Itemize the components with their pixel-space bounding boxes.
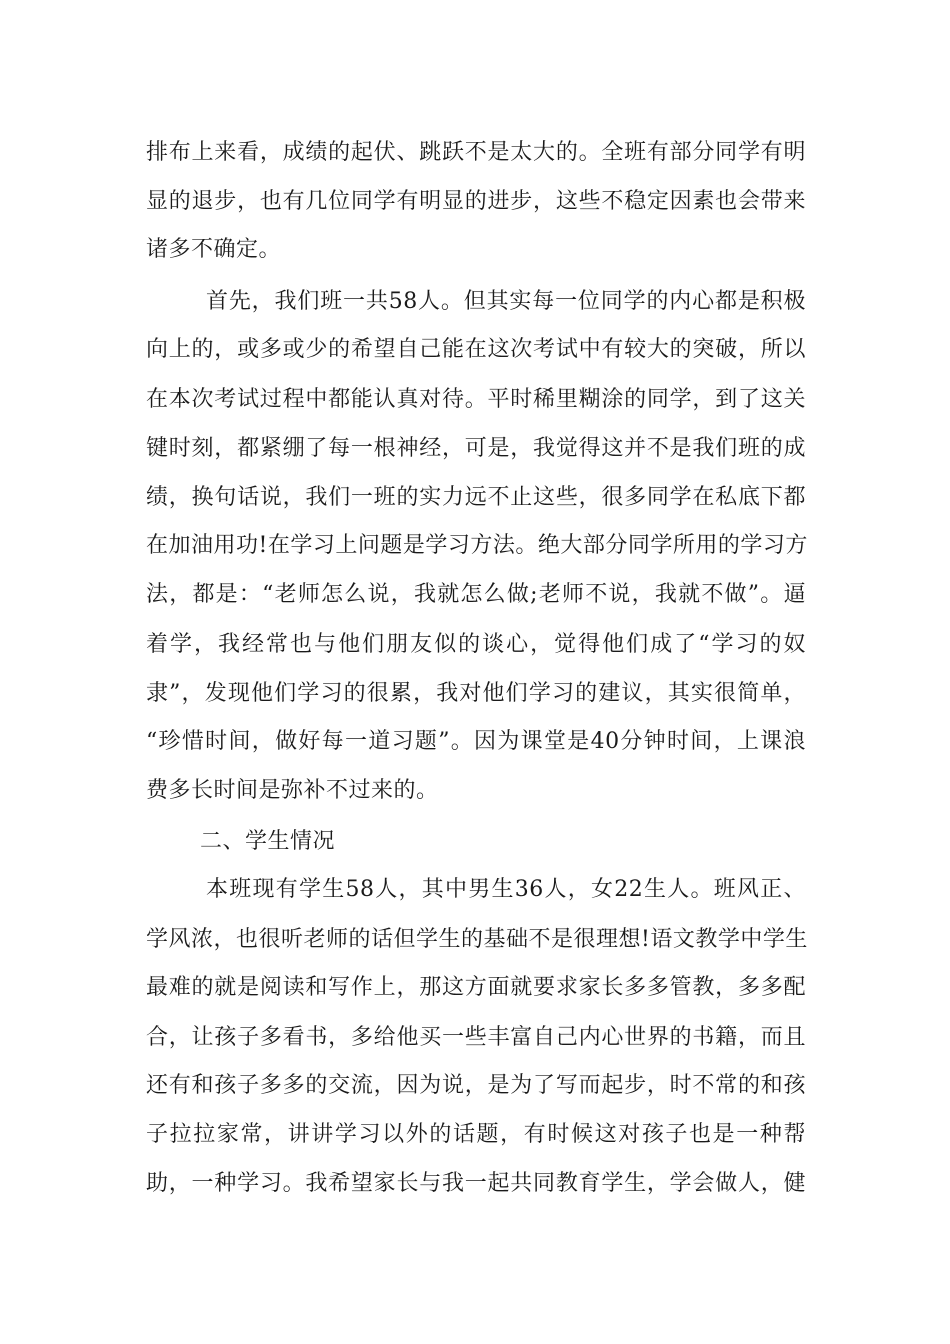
text-line: 绩，换句话说，我们一班的实力远不止这些，很多同学在私底下都	[146, 485, 806, 510]
text-line: 学风浓，也很听老师的话但学生的基础不是很理想!语文教学中学生	[146, 927, 808, 952]
text-line: 最难的就是阅读和写作上，那这方面就要求家长多多管教，多多配	[146, 975, 806, 1000]
section-heading: 二、学生情况	[200, 829, 336, 854]
text-line: 子拉拉家常，讲讲学习以外的话题，有时候这对孩子也是一种帮	[146, 1122, 806, 1147]
text-line: 合，让孩子多看书，多给他买一些丰富自己内心世界的书籍，而且	[146, 1025, 806, 1050]
text-line: 诸多不确定。	[146, 237, 282, 262]
text-line: 显的退步，也有几位同学有明显的进步，这些不稳定因素也会带来	[146, 189, 806, 214]
text-line: 法，都是：“老师怎么说，我就怎么做;老师不说，我就不做”。逼	[146, 582, 806, 607]
text-line: 在加油用功!在学习上问题是学习方法。绝大部分同学所用的学习方	[146, 533, 808, 558]
text-line: 键时刻，都紧绷了每一根神经，可是，我觉得这并不是我们班的成	[146, 436, 806, 461]
text-line: 隶”，发现他们学习的很累，我对他们学习的建议，其实很简单，	[146, 681, 806, 706]
text-line: 还有和孩子多多的交流，因为说，是为了写而起步，时不常的和孩	[146, 1073, 806, 1098]
text-line: “珍惜时间，做好每一道习题”。因为课堂是40分钟时间，上课浪	[146, 729, 806, 754]
text-line: 在本次考试过程中都能认真对待。平时稀里糊涂的同学，到了这关	[146, 387, 806, 412]
text-line: 向上的，或多或少的希望自己能在这次考试中有较大的突破，所以	[146, 337, 806, 362]
text-line: 首先，我们班一共58人。但其实每一位同学的内心都是积极	[206, 289, 806, 314]
text-line: 排布上来看，成绩的起伏、跳跃不是太大的。全班有部分同学有明	[146, 140, 806, 165]
text-line: 助，一种学习。我希望家长与我一起共同教育学生，学会做人，健	[146, 1171, 806, 1196]
text-line: 着学，我经常也与他们朋友似的谈心，觉得他们成了“学习的奴	[146, 632, 806, 657]
text-line: 本班现有学生58人，其中男生36人，女22生人。班风正、	[206, 877, 806, 902]
text-line: 费多长时间是弥补不过来的。	[146, 778, 439, 803]
